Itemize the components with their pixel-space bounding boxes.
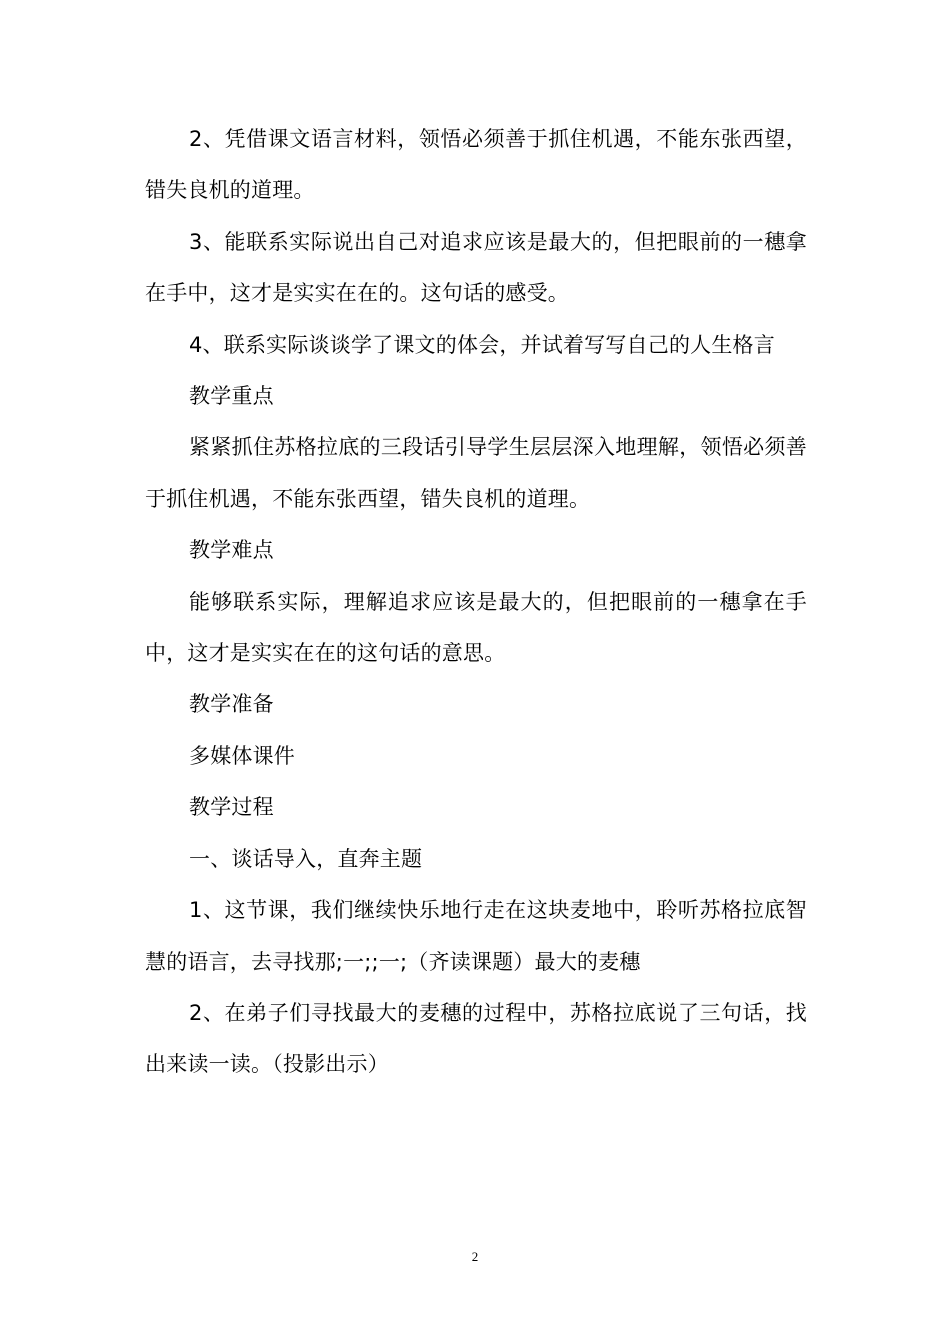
- paragraph-teaching-preparation: 多媒体课件: [189, 743, 295, 768]
- paragraph-step-2: 2、在弟子们寻找最大的麦穗的过程中，苏格拉底说了三句话，找出来读一读。（投影出示）: [145, 1000, 807, 1077]
- heading-teaching-difficulty: 教学难点: [189, 538, 274, 563]
- heading-teaching-process: 教学过程: [189, 795, 274, 820]
- paragraph-objective-2: 2、凭借课文语言材料，领悟必须善于抓住机遇，不能东张西望，错失良机的道理。: [145, 127, 807, 203]
- page-number: 2: [471, 1249, 479, 1264]
- paragraph-objective-3: 3、能联系实际说出自己对追求应该是最大的，但把眼前的一穗拿在手中，这才是实实在在的。这句话的感受。: [145, 229, 807, 306]
- heading-section-one: 一、谈话导入，直奔主题: [189, 846, 423, 871]
- paragraph-objective-4: 4、联系实际谈谈学了课文的体会，并试着写写自己的人生格言: [189, 332, 775, 357]
- document-body: [145, 114, 807, 1091]
- heading-teaching-preparation: 教学准备: [189, 692, 274, 717]
- heading-teaching-focus: 教学重点: [189, 384, 274, 409]
- paragraph-step-1: 1、这节课，我们继续快乐地行走在这块麦地中，聆听苏格拉底智慧的语言，去寻找那;一;;一;（齐读课题）最大的麦穗: [145, 898, 807, 974]
- paragraph-teaching-focus: 紧紧抓住苏格拉底的三段话引导学生层层深入地理解，领悟必须善于抓住机遇，不能东张西望，错失良机的道理。: [145, 435, 807, 511]
- paragraph-teaching-difficulty: 能够联系实际，理解追求应该是最大的，但把眼前的一穗拿在手中，这才是实实在在的这句话的意思。: [145, 589, 807, 666]
